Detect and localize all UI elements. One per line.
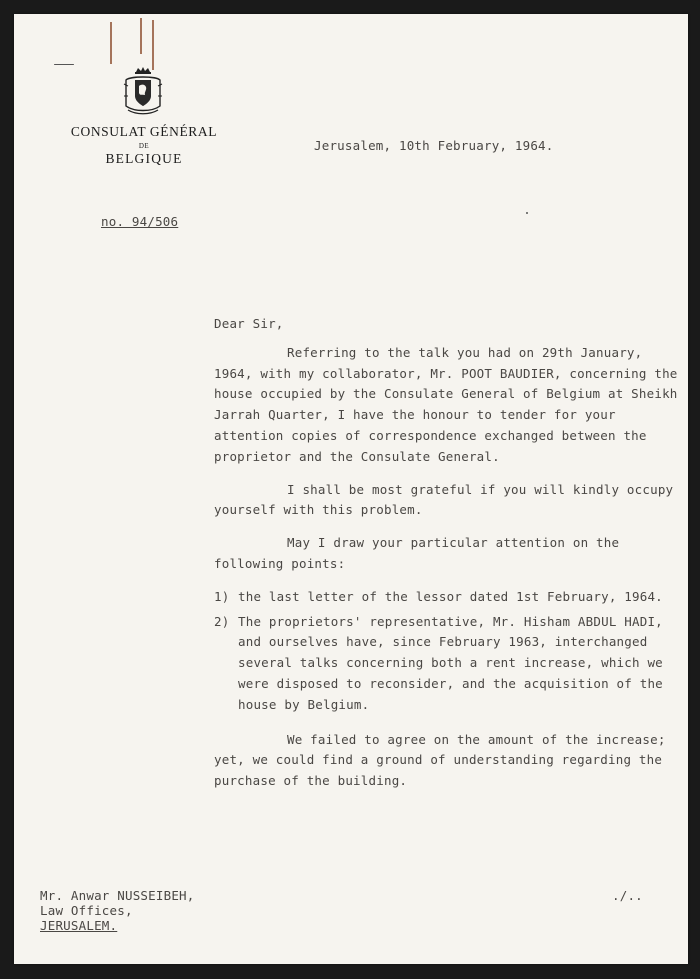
- letterhead-country: BELGIQUE: [105, 151, 183, 166]
- belgian-coat-of-arms-icon: [122, 66, 164, 116]
- speck: [54, 64, 74, 65]
- letter-page: [14, 14, 688, 964]
- ink-mark: [152, 20, 154, 70]
- item-text: The proprietors' representative, Mr. Hisham ABDUL HADI, and ourselves have, since February 1963, interchanged several talks concerning both a rent increase, which we were disposed to reconsider, and the acquisition of the house by Belgium.: [238, 613, 663, 712]
- addressee-name: Mr. Anwar NUSSEIBEH,: [40, 888, 195, 903]
- reference-number: no. 94/506: [101, 214, 179, 229]
- item-text: the last letter of the lessor dated 1st February, 1964.: [238, 588, 663, 604]
- paragraph-failed: We failed to agree on the amount of the increase; yet, we could find a ground of understanding regarding the purchase of the building.: [214, 731, 666, 789]
- item-number: 1): [214, 588, 230, 604]
- continued-mark: ./..: [612, 888, 643, 903]
- letterhead-consulate: CONSULAT GÉNÉRAL: [70, 124, 218, 139]
- ink-mark: [140, 18, 142, 54]
- list-item: [214, 612, 684, 716]
- letterhead-de: DE: [138, 142, 150, 150]
- item-number: 2): [214, 613, 230, 629]
- addressee-office: Law Offices,: [40, 903, 133, 918]
- paragraph-referring: Referring to the talk you had on 29th January, 1964, with my collaborator, Mr. POOT BAUDIER, concerning the house occupied by the Consulate General of Belgium at Sheikh Jarrah Quarter, I have the honour to tender for your attention copies of correspondence exchanged between the proprietor and the Consulate General.: [214, 344, 678, 464]
- speck: [526, 212, 528, 214]
- ink-mark: [110, 22, 112, 64]
- list-item: [214, 587, 684, 608]
- dateline: Jerusalem, 10th February, 1964.: [314, 138, 554, 153]
- letterhead: [54, 124, 234, 167]
- paragraph-attention: May I draw your particular attention on the following points:: [214, 535, 620, 571]
- letter-body: [214, 314, 684, 804]
- addressee-block: [40, 888, 195, 933]
- paragraph-grateful: I shall be most grateful if you will kindly occupy yourself with this problem.: [214, 481, 674, 518]
- addressee-city: JERUSALEM.: [40, 918, 118, 933]
- salutation: Dear Sir,: [214, 316, 284, 331]
